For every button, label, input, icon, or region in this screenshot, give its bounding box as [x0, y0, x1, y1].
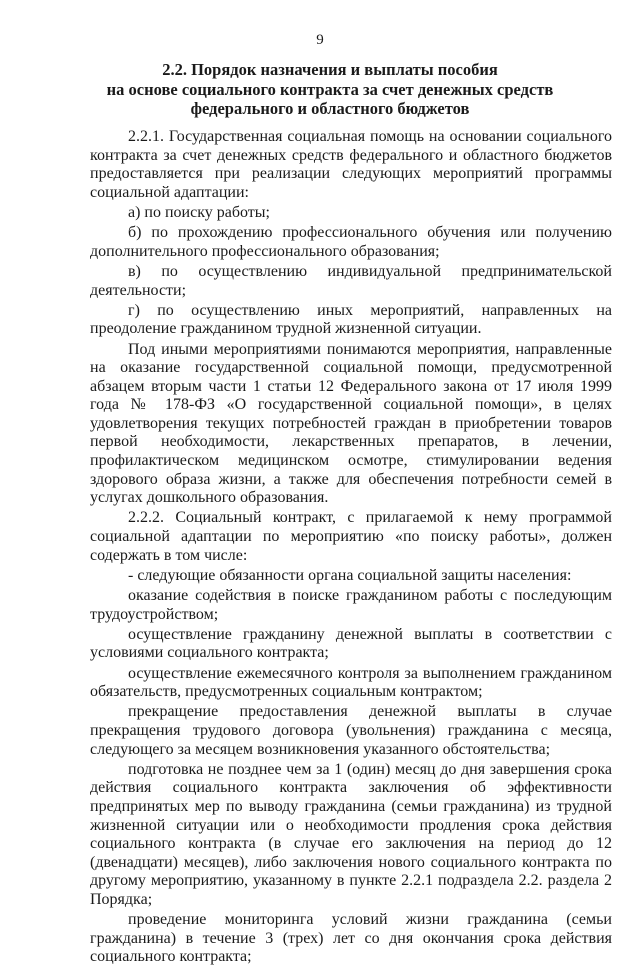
heading-line: федерального и областного бюджетов — [190, 99, 470, 118]
body-text — [90, 128, 612, 968]
obligation-item: проведение мониторинга условий жизни гражданина (семьи гражданина) в течение 3 (трех) лет со дня окончания срока действия социального контракта; — [90, 911, 612, 966]
obligations-intro: - следующие обязанности органа социальной защиты населения: — [128, 566, 572, 584]
obligation-item: прекращение предоставления денежной выплаты в случае прекращения трудового договора (увольнения) гражданина с месяца, следующего за месяцем возникновения указанного обстоятельства; — [90, 703, 612, 758]
list-item-b: б) по прохождению профессионального обучения или получению дополнительного профессионального образования; — [90, 224, 612, 260]
page-number: 9 — [316, 32, 324, 48]
obligation-item: осуществление ежемесячного контроля за выполнением гражданином обязательств, предусмотренных социальным контрактом; — [90, 664, 612, 701]
heading-line: на основе социального контракта за счет денежных средств — [106, 79, 554, 99]
list-item-a: а) по поиску работы; — [128, 203, 270, 221]
obligation-item: оказание содействия в поиске гражданином работы с последующим трудоустройством; — [90, 587, 612, 623]
list-item-g: г) по осуществлению иных мероприятий, направленных на преодоление гражданином трудной жизненной ситуации. — [90, 301, 612, 338]
section-heading — [80, 60, 580, 119]
paragraph-2-2-1: 2.2.1. Государственная социальная помощь на основании социального контракта за счет денежных средств федерального и областного бюджетов предоставляется при реализации следующих мероприятий программы социальной адаптации: — [90, 128, 612, 201]
heading-line: 2.2. Порядок назначения и выплаты пособия — [162, 60, 498, 79]
list-item-v: в) по осуществлению индивидуальной предпринимательской деятельности; — [90, 262, 612, 299]
paragraph-2-2-2: 2.2.2. Социальный контракт, с прилагаемой к нему программой социальной адаптации по мероприятию «по поиску работы», должен содержать в том числе: — [90, 509, 612, 564]
obligation-item: подготовка не позднее чем за 1 (один) месяц до дня завершения срока действия социального контракта заключения об эффективности предпринятых мер по выводу гражданина (семьи гражданина) из трудной жизненной ситуации или о необходимости продления срока действия социального контракта (в случае его заключения на период до 12 (двенадцати) месяцев), либо заключения нового социального контракта по другому мероприятию, указанному в пункте 2.2.1 подраздела 2.2. раздела 2 Порядка; — [90, 760, 612, 908]
obligation-item: осуществление гражданину денежной выплаты в соответствии с условиями социального контракта; — [90, 625, 612, 662]
paragraph-other-measures: Под иными мероприятиями понимаются мероприятия, направленные на оказание государственной социальной помощи, предусмотренной абзацем вторым части 1 статьи 12 Федерального закона от 17 июля 1999 года № 178-ФЗ «О государственной социальной помощи», в целях удовлетворения текущих потребностей граждан в приобретении товаров первой необходимости, лекарственных препаратов, в лечении, профилактическом медицинском осмотре, стимулировании ведения здорового образа жизни, а также для обеспечения потребности семей в услугах дошкольного образования. — [90, 340, 612, 507]
